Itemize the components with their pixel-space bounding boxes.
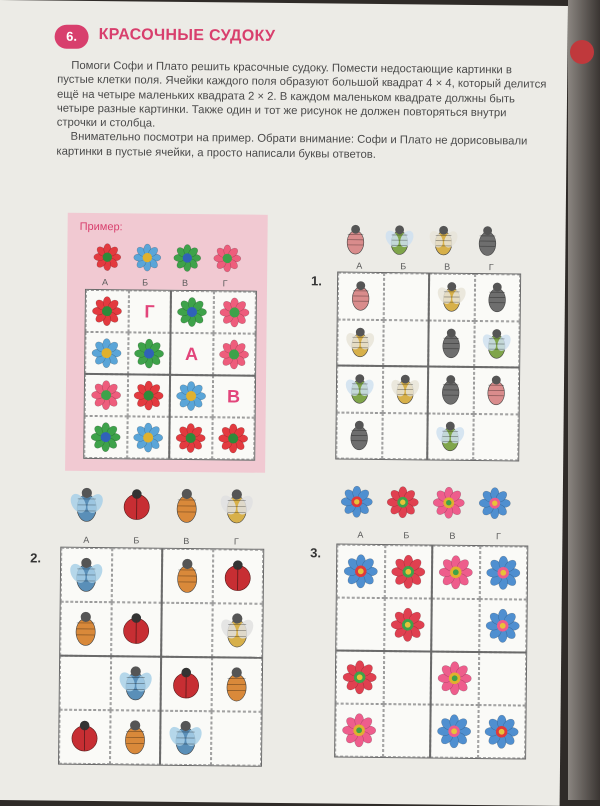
grey-beetle-icon bbox=[489, 283, 506, 312]
red-green-flower-icon bbox=[387, 486, 419, 518]
column-letter-a: А bbox=[350, 530, 370, 540]
blue-pink-flower-icon bbox=[486, 556, 520, 590]
puzzle-1-sudoku-grid bbox=[335, 272, 521, 462]
blue-fly-icon bbox=[68, 488, 106, 522]
puzzle-2-sudoku-grid bbox=[58, 547, 264, 767]
column-letter-b: Б bbox=[126, 535, 146, 545]
ladybug-pink-icon bbox=[488, 376, 505, 405]
column-letter-b: Б bbox=[135, 277, 155, 287]
red-decoration-icon bbox=[570, 40, 594, 64]
column-letter-a: А bbox=[349, 261, 369, 271]
red-flower-icon bbox=[176, 423, 205, 452]
blue-pink-flower-icon bbox=[479, 487, 511, 519]
instructions-paragraph-2: Внимательно посмотри на пример. Обрати внимание: Софи и Плато не дорисовывали картинки в пустые ячейки, а просто написали буквы ответов. bbox=[56, 130, 546, 164]
pink-yellow-flower-icon bbox=[439, 555, 473, 589]
puzzle-2-legend-icons bbox=[68, 487, 268, 529]
ladybug-pink-icon bbox=[347, 225, 364, 254]
ladybug-icon bbox=[124, 489, 150, 520]
ladybug-icon bbox=[173, 668, 199, 699]
ladybug-pink-icon bbox=[352, 281, 369, 310]
green-flower-icon bbox=[134, 339, 163, 368]
blue-flower-icon bbox=[92, 338, 121, 367]
ladybug-icon bbox=[123, 613, 149, 644]
yellow-bee-icon bbox=[343, 328, 377, 357]
bee-icon bbox=[217, 489, 256, 523]
red-green-flower-icon bbox=[391, 608, 425, 642]
pink-yellow-flower-icon bbox=[342, 713, 376, 747]
green-fly-icon bbox=[383, 225, 417, 254]
pink-flower-icon bbox=[219, 340, 248, 369]
puzzle-3-legend-icons bbox=[339, 484, 539, 526]
red-green-flower-icon bbox=[343, 660, 377, 694]
blue-flower-icon bbox=[176, 381, 205, 410]
blue-flower-icon bbox=[133, 423, 162, 452]
pink-yellow-flower-icon bbox=[438, 661, 472, 695]
example-label: Пример: bbox=[80, 221, 123, 233]
yellow-bee-icon bbox=[388, 375, 422, 404]
orange-beetle-icon bbox=[177, 559, 197, 593]
answer-letter: В bbox=[227, 386, 240, 407]
answer-letter: Г bbox=[144, 301, 154, 322]
blue-red-flower-icon bbox=[344, 554, 378, 588]
green-fly-icon bbox=[433, 421, 467, 450]
grey-beetle-icon bbox=[442, 375, 459, 404]
blue-fly-icon bbox=[116, 666, 155, 700]
pink-yellow-flower-icon bbox=[433, 487, 465, 519]
puzzle-1-legend-icons bbox=[337, 222, 517, 260]
blue-fly-icon bbox=[67, 558, 106, 592]
column-letter-a: А bbox=[76, 535, 96, 545]
column-letter-g: Г bbox=[481, 262, 501, 272]
pink-flower-icon bbox=[220, 298, 249, 327]
column-letter-v: В bbox=[175, 278, 195, 288]
grey-beetle-icon bbox=[443, 329, 460, 358]
puzzle-1-label: 1. bbox=[311, 273, 322, 288]
blue-flower-icon bbox=[134, 244, 161, 271]
instructions-paragraph-1: Помоги Софи и Плато решить красочные судоку. Помести недостающие картинки в пустые клетки поля. Ячейки каждого поля образуют большой квадрат 4 × 4, который делится ещё на четыре маленьких квадрата 2 × 2. В каждом маленьком квадрате должны быть четыре разные картинки. Также один и тот же рисунок не должен повторяться внутри строчки и столбца. bbox=[57, 59, 548, 136]
pink-flower-icon bbox=[214, 245, 241, 272]
red-green-flower-icon bbox=[391, 555, 425, 589]
column-letter-b: Б bbox=[393, 261, 413, 271]
puzzle-3-sudoku-grid bbox=[334, 544, 528, 760]
red-flower-icon bbox=[134, 381, 163, 410]
puzzle-3-label: 3. bbox=[310, 545, 321, 560]
example-legend-icons bbox=[89, 239, 249, 277]
ladybug-icon bbox=[225, 560, 251, 591]
book-binding-edge bbox=[568, 0, 600, 800]
green-fly-icon bbox=[480, 329, 514, 358]
example-sudoku-grid bbox=[83, 289, 257, 461]
column-letter-v: В bbox=[442, 531, 462, 541]
grey-beetle-icon bbox=[479, 226, 496, 255]
yellow-bee-icon bbox=[435, 282, 469, 311]
blue-red-flower-icon bbox=[341, 486, 373, 518]
puzzle-2-label: 2. bbox=[30, 550, 41, 565]
green-flower-icon bbox=[177, 297, 206, 326]
blue-pink-flower-icon bbox=[486, 609, 520, 643]
green-flower-icon bbox=[91, 422, 120, 451]
orange-beetle-icon bbox=[227, 667, 247, 701]
ladybug-icon bbox=[72, 721, 98, 752]
blue-red-flower-icon bbox=[485, 715, 519, 749]
column-letter-g: Г bbox=[226, 536, 246, 546]
column-letter-v: В bbox=[176, 536, 196, 546]
green-flower-icon bbox=[174, 244, 201, 271]
red-flower-icon bbox=[218, 424, 247, 453]
answer-letter: А bbox=[185, 343, 198, 364]
green-fly-icon bbox=[343, 374, 377, 403]
red-flower-icon bbox=[94, 243, 121, 270]
orange-beetle-icon bbox=[125, 720, 145, 754]
exercise-title: КРАСОЧНЫЕ СУДОКУ bbox=[99, 26, 276, 46]
column-letter-v: В bbox=[437, 262, 457, 272]
orange-beetle-icon bbox=[76, 612, 96, 646]
blue-pink-flower-icon bbox=[437, 714, 471, 748]
orange-beetle-icon bbox=[177, 489, 197, 523]
exercise-number-badge: 6. bbox=[54, 25, 88, 49]
column-letter-a: А bbox=[95, 277, 115, 287]
column-letter-g: Г bbox=[488, 531, 508, 541]
red-flower-icon bbox=[92, 296, 121, 325]
column-letter-g: Г bbox=[215, 278, 235, 288]
pink-flower-icon bbox=[91, 380, 120, 409]
instructions-text bbox=[56, 59, 547, 164]
grey-beetle-icon bbox=[351, 421, 368, 450]
blue-fly-icon bbox=[166, 721, 205, 755]
bee-icon bbox=[218, 613, 257, 647]
column-letter-b: Б bbox=[396, 530, 416, 540]
yellow-bee-icon bbox=[427, 226, 461, 255]
